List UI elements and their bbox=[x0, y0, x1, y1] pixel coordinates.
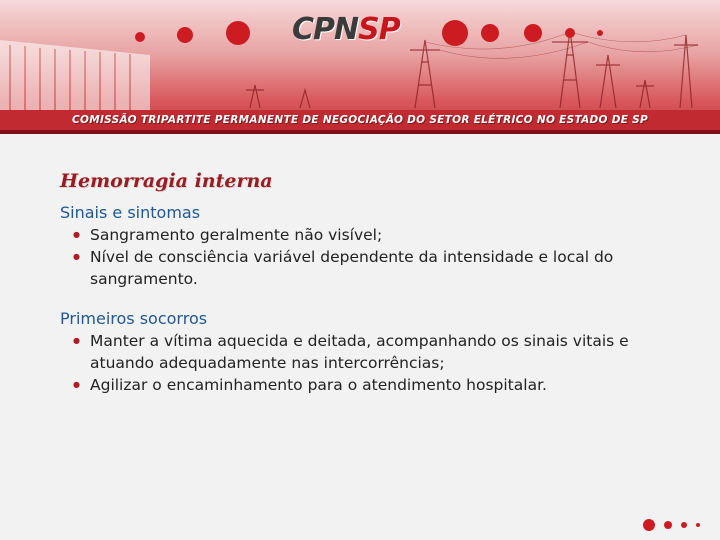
section-heading-first-aid: Primeiros socorros bbox=[60, 309, 208, 328]
list-item bbox=[60, 246, 660, 290]
red-dot-icon bbox=[643, 519, 655, 531]
list-item-text: Agilizar o encaminhamento para o atendimento hospitalar. bbox=[90, 376, 547, 394]
slide-content bbox=[60, 170, 660, 414]
logo-sp-text: SP bbox=[358, 12, 400, 47]
header-banner bbox=[0, 0, 720, 134]
list-item-text: Sangramento geralmente não visível; bbox=[90, 226, 383, 244]
list-item bbox=[60, 374, 660, 396]
bullet-icon: ● bbox=[73, 336, 80, 345]
bullet-icon: ● bbox=[73, 230, 80, 239]
first-aid-list bbox=[60, 330, 660, 396]
dam-icon bbox=[0, 40, 150, 118]
red-dot-icon bbox=[696, 523, 700, 527]
list-item bbox=[60, 330, 660, 374]
list-item-text: Manter a vítima aquecida e deitada, acompanhando os sinais vitais e atuando adequadamente nas intercorrências; bbox=[90, 332, 629, 372]
bullet-icon: ● bbox=[73, 252, 80, 261]
logo-cpn-text: CPN bbox=[292, 12, 359, 47]
bullet-icon: ● bbox=[73, 380, 80, 389]
cpn-sp-logo bbox=[292, 12, 400, 52]
list-item-text: Nível de consciência variável dependente da intensidade e local do sangramento. bbox=[90, 248, 614, 288]
red-dot-icon bbox=[664, 521, 672, 529]
red-dot-icon bbox=[681, 522, 687, 528]
signs-list bbox=[60, 224, 660, 290]
slide-title: Hemorragia interna bbox=[60, 170, 273, 192]
section-heading-signs: Sinais e sintomas bbox=[60, 203, 201, 222]
header-tagline: COMISSÃO TRIPARTITE PERMANENTE DE NEGOCIAÇÃO DO SETOR ELÉTRICO NO ESTADO DE SP bbox=[72, 114, 649, 126]
footer-dots bbox=[642, 518, 712, 532]
list-item bbox=[60, 224, 660, 246]
